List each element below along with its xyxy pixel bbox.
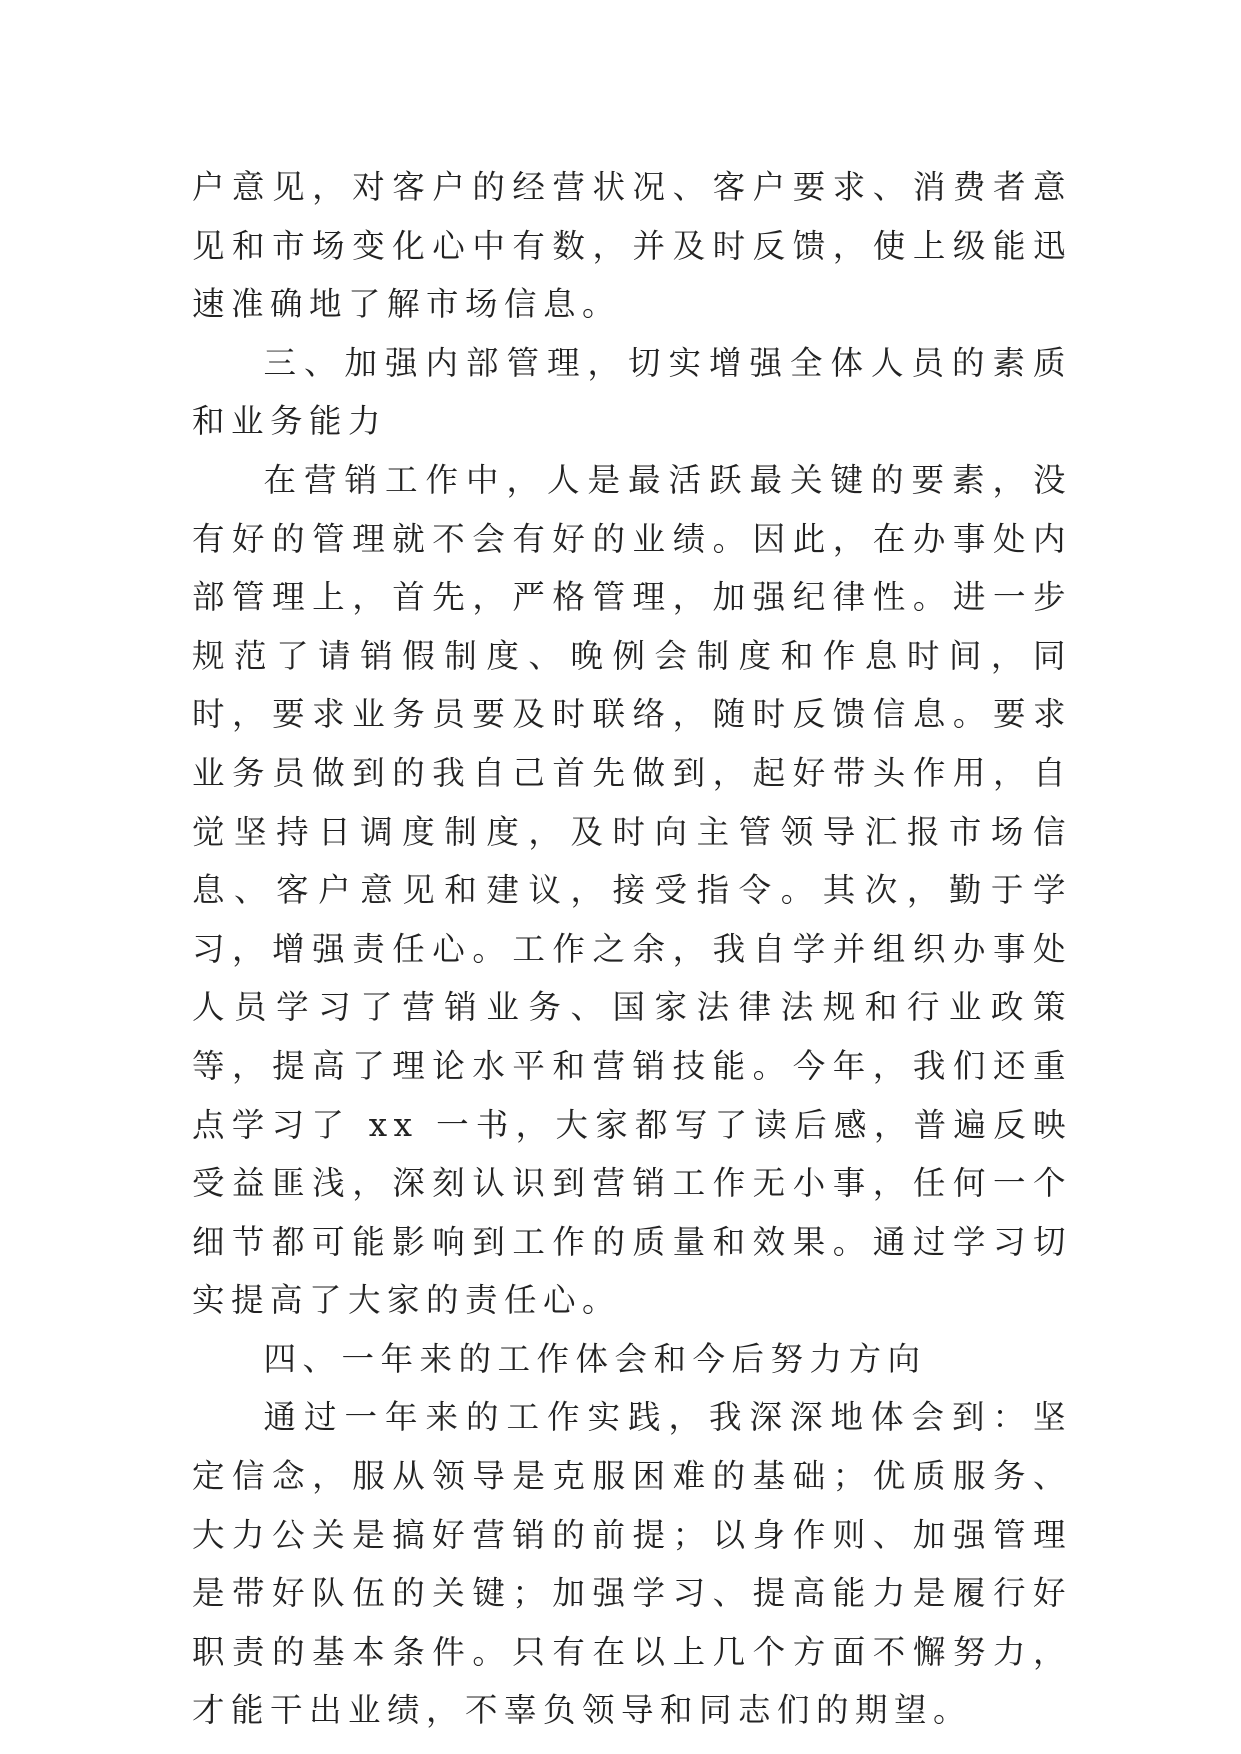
- section-heading-4: 四、一年来的工作体会和今后努力方向: [263, 1339, 927, 1378]
- paragraph-experience: 通过一年来的工作实践，我深深地体会到：坚定信念，服从领导是克服困难的基础；优质服务、大力公关是搞好营销的前提；以身作则、加强管理是带好队伍的关键；加强学习、提高能力是履行好职责的基本条件。只有在以上几个方面不懈努力，才能干出业绩，不辜负领导和同志们的期望。: [192, 1398, 1072, 1730]
- paragraph-continued: 户意见，对客户的经营状况、客户要求、消费者意见和市场变化心中有数，并及时反馈，使上级能迅速准确地了解市场信息。: [192, 168, 1072, 324]
- section-heading-3: 三、加强内部管理，切实增强全体人员的素质和业务能力: [192, 343, 1072, 441]
- document-body: [192, 158, 1072, 1740]
- paragraph-internal-management: 在营销工作中，人是最活跃最关键的要素，没有好的管理就不会有好的业绩。因此，在办事处内部管理上，首先，严格管理，加强纪律性。进一步规范了请销假制度、晚例会制度和作息时间，同时，要求业务员要及时联络，随时反馈信息。要求业务员做到的我自己首先做到，起好带头作用，自觉坚持日调度制度，及时向主管领导汇报市场信息、客户意见和建议，接受指令。其次，勤于学习，增强责任心。工作之余，我自学并组织办事处人员学习了营销业务、国家法律法规和行业政策等，提高了理论水平和营销技能。今年，我们还重点学习了 xx 一书，大家都写了读后感，普遍反映受益匪浅，深刻认识到营销工作无小事，任何一个细节都可能影响到工作的质量和效果。通过学习切实提高了大家的责任心。: [192, 460, 1072, 1320]
